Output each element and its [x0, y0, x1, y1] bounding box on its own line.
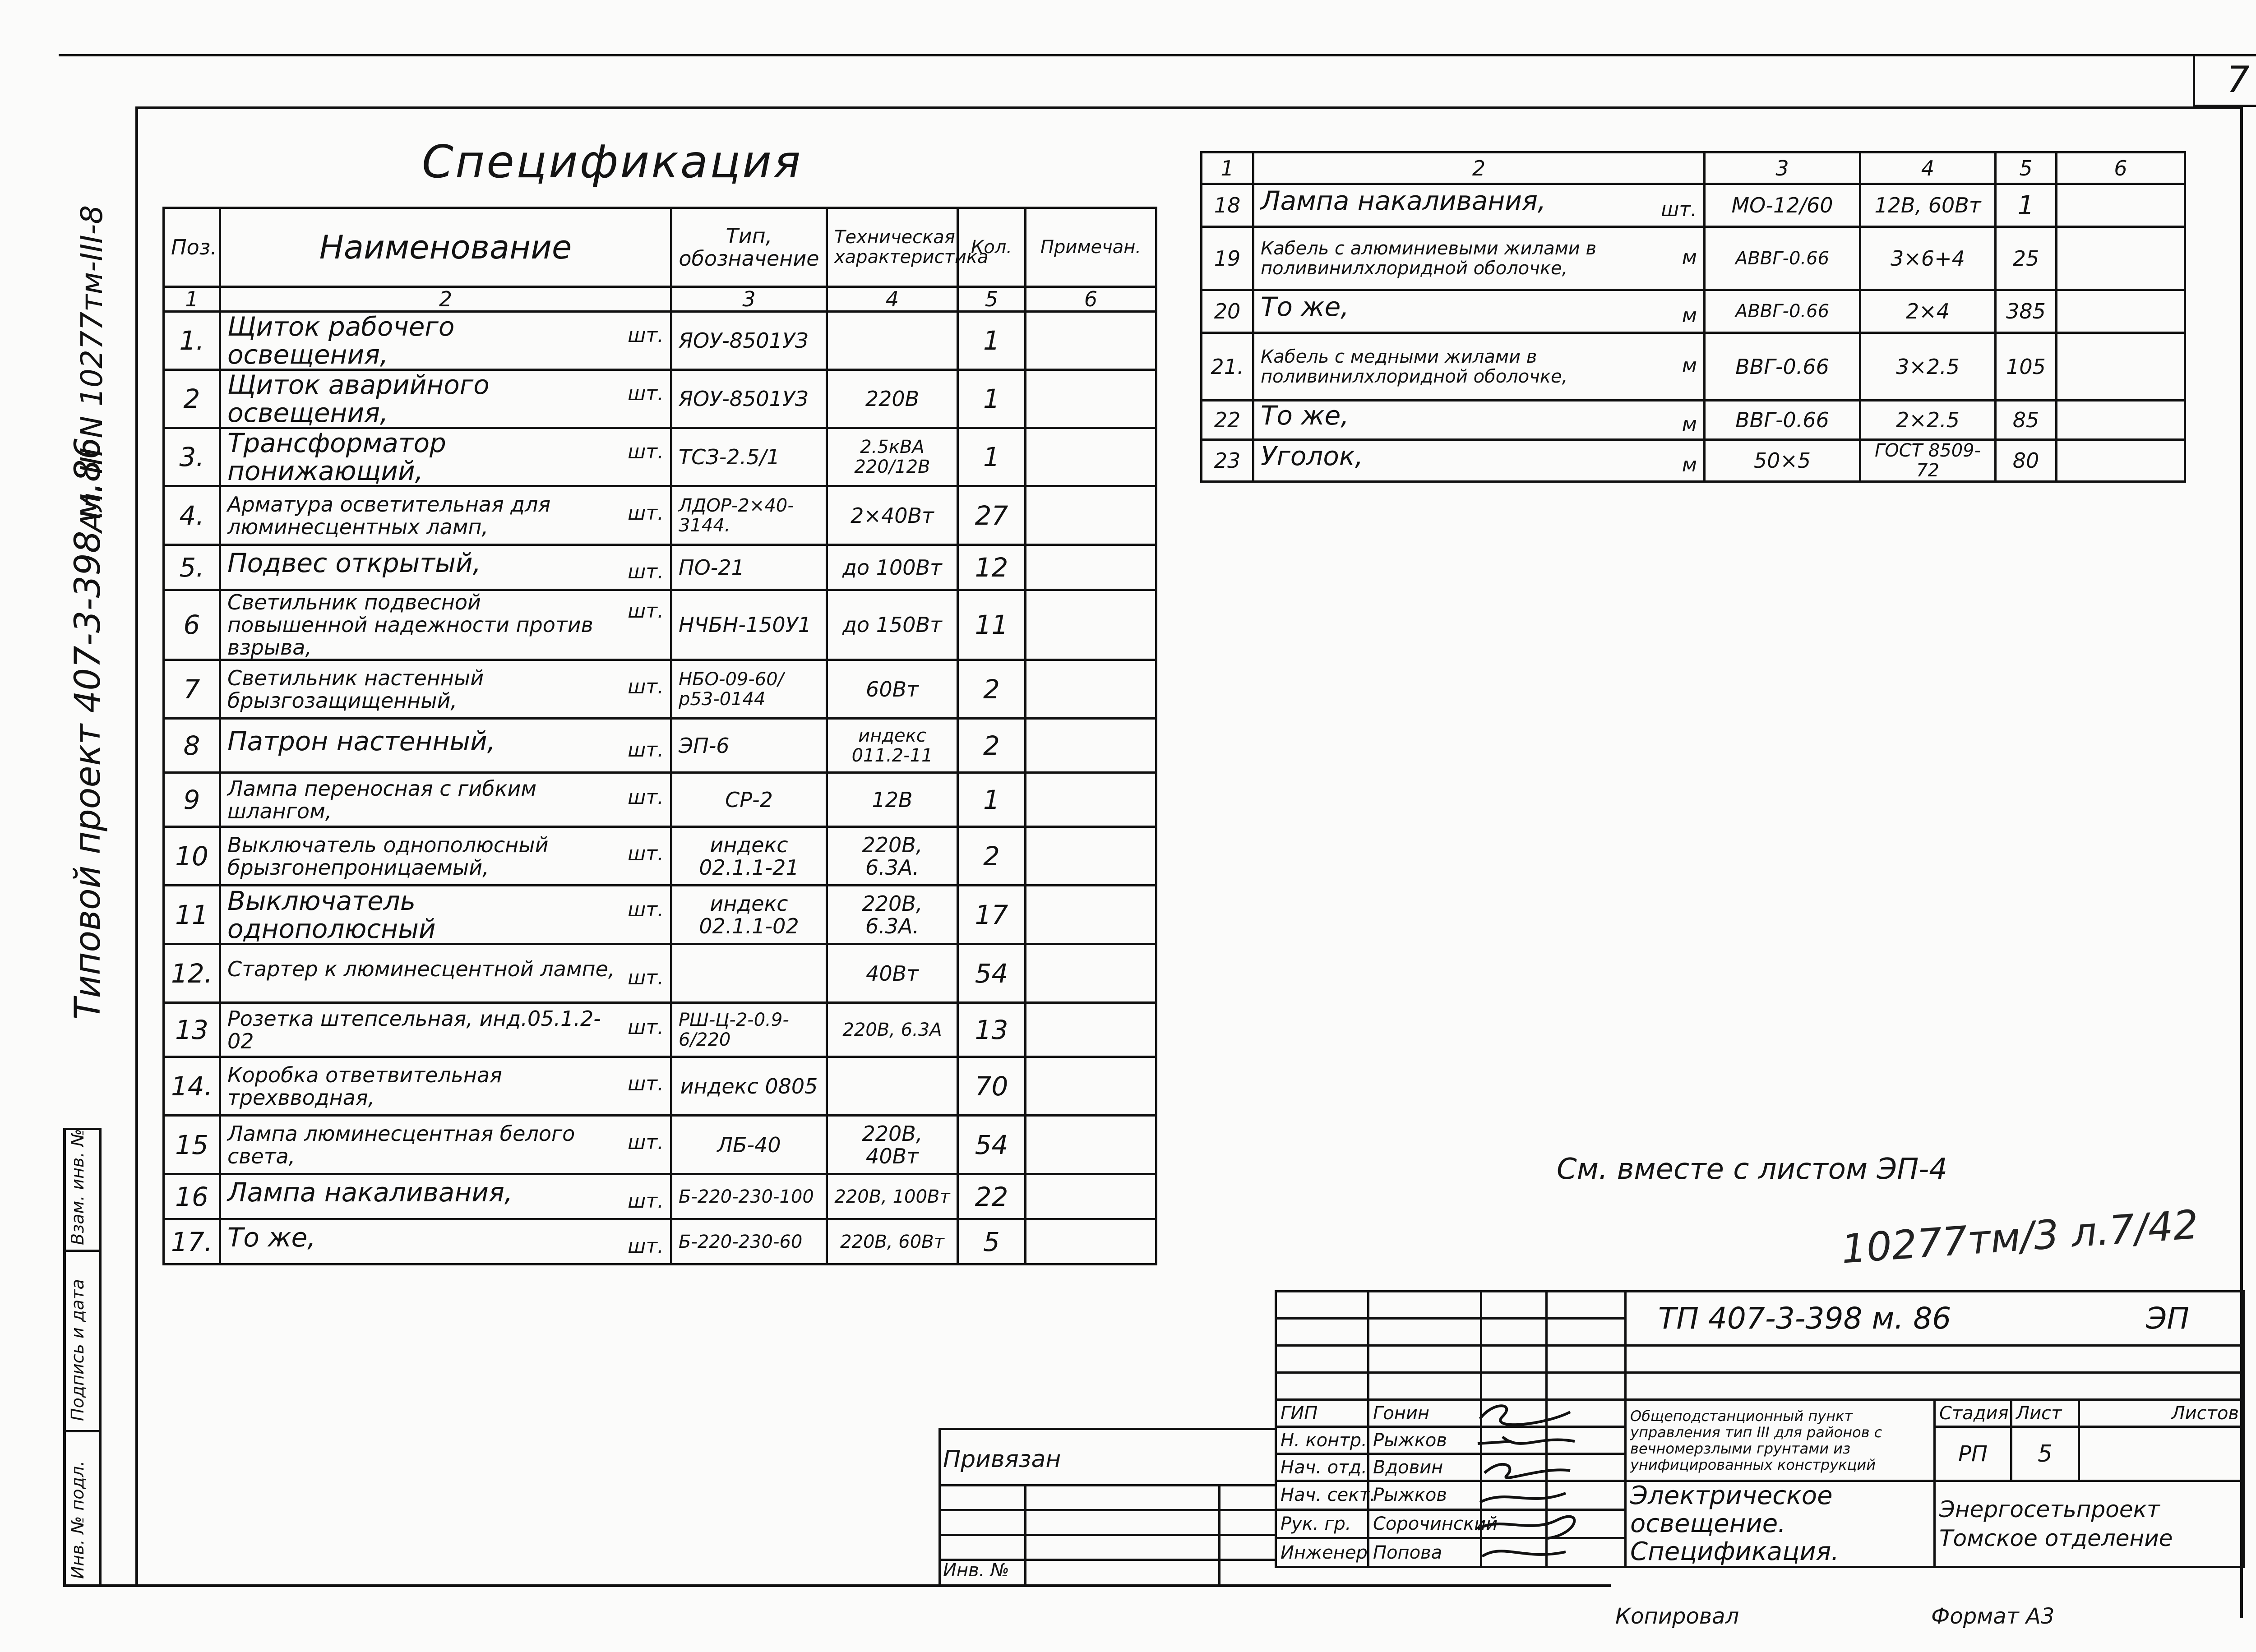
cell-name: шт. То же, [220, 1219, 671, 1264]
cell-unit: шт. [628, 842, 664, 865]
table-row [164, 545, 1156, 590]
cell-qty: 85 [1996, 401, 2057, 440]
cell-pos: 5. [164, 545, 220, 590]
cell-qty: 1 [958, 428, 1026, 486]
cell-type: ВВГ-0.66 [1705, 401, 1860, 440]
signature-name: Попова [1368, 1538, 1481, 1567]
project-vertical: Типовой проект 407-3-398 м.86 [68, 437, 108, 1020]
spec-title: Спецификация [422, 135, 803, 188]
table-row [164, 944, 1156, 1003]
cell-note [1026, 1057, 1156, 1116]
cell-note [1026, 486, 1156, 545]
col-number: 6 [2057, 152, 2185, 184]
cell-pos: 7 [164, 660, 220, 719]
header-row [164, 208, 1156, 287]
cell-type: ЛБ-40 [671, 1116, 827, 1174]
see-also-note: См. вместе с листом ЭП-4 [1557, 1153, 1948, 1186]
stage-value: РП [1935, 1427, 2011, 1481]
cell-qty: 11 [958, 590, 1026, 660]
sheet-value: 5 [2011, 1427, 2079, 1481]
table-row [164, 660, 1156, 719]
cell-qty: 2 [958, 827, 1026, 886]
signature-name: Рыжков [1368, 1427, 1481, 1454]
cell-spec: 12В, 60Вт [1860, 184, 1996, 227]
cell-spec: до 150Вт [827, 590, 958, 660]
cell-spec: 220В, 60Вт [827, 1219, 958, 1264]
spec-table-left [162, 207, 1157, 1265]
cell-note [1026, 1174, 1156, 1219]
cell-unit: шт. [628, 1072, 664, 1095]
inv-label: Инв. № [943, 1560, 1009, 1581]
table-row [164, 719, 1156, 773]
cell-spec: 40Вт [827, 944, 958, 1003]
cell-qty: 1 [958, 370, 1026, 428]
col-number: 6 [1026, 287, 1156, 312]
cell-unit: шт. [628, 501, 664, 525]
frame-top [135, 106, 2242, 109]
cell-pos: 19 [1202, 227, 1253, 290]
sheet-number-box-left [2193, 54, 2195, 106]
cell-name: м То же, [1253, 401, 1705, 440]
cell-spec: ГОСТ 8509-72 [1860, 440, 1996, 482]
cell-unit: м [1682, 413, 1697, 436]
cell-name: м Уголок, [1253, 440, 1705, 482]
cell-spec: индекс 011.2-11 [827, 719, 958, 773]
cell-unit: шт. [628, 966, 664, 989]
cell-type: индекс 02.1.1-21 [671, 827, 827, 886]
cell-qty: 1 [958, 773, 1026, 827]
cell-type [671, 944, 827, 1003]
table-row [164, 827, 1156, 886]
sheet-label: Лист [2011, 1400, 2079, 1427]
cell-pos: 11 [164, 886, 220, 944]
table-row [164, 1219, 1156, 1264]
cell-spec: 2×2.5 [1860, 401, 1996, 440]
cell-unit: м [1682, 354, 1697, 377]
header-spec: Техническая характеристика [827, 208, 958, 287]
cell-type: РШ-Ц-2-0.9-6/220 [671, 1003, 827, 1057]
signature-role: Нач. отд. [1276, 1454, 1368, 1481]
cell-note [1026, 545, 1156, 590]
cell-name: шт. Выключатель однополюсный [220, 886, 671, 944]
signature-role: Рук. гр. [1276, 1509, 1368, 1538]
cell-pos: 20 [1202, 290, 1253, 333]
cell-unit: шт. [628, 898, 664, 921]
cell-spec [827, 312, 958, 370]
cell-pos: 14. [164, 1057, 220, 1116]
table-row [164, 886, 1156, 944]
table-row [1202, 290, 2185, 333]
cell-name: шт. Щиток рабочего освещения, [220, 312, 671, 370]
cell-name: шт. Трансформатор понижающий, [220, 428, 671, 486]
cell-note [2057, 184, 2185, 227]
handwritten-reference: 10277тм/3 л.7/42 [1840, 1201, 2200, 1273]
cell-pos: 18 [1202, 184, 1253, 227]
col-number: 5 [958, 287, 1026, 312]
cell-pos: 12. [164, 944, 220, 1003]
cell-note [1026, 944, 1156, 1003]
cell-name: м То же, [1253, 290, 1705, 333]
table-row [164, 370, 1156, 428]
cell-pos: 2 [164, 370, 220, 428]
cell-spec: 2.5кВА 220/12В [827, 428, 958, 486]
cell-note [1026, 1219, 1156, 1264]
cell-unit: шт. [628, 560, 664, 583]
header-type: Тип, обозначение [671, 208, 827, 287]
table-row [164, 1174, 1156, 1219]
stage-label: Стадия [1935, 1400, 2011, 1427]
cell-note [2057, 440, 2185, 482]
cell-name: шт. Арматура осветительная для люминесцентных ламп, [220, 486, 671, 545]
cell-qty: 22 [958, 1174, 1026, 1219]
cell-type: Б-220-230-60 [671, 1219, 827, 1264]
cell-name: шт. Розетка штепсельная, инд.05.1.2-02 [220, 1003, 671, 1057]
cell-unit: шт. [628, 1234, 664, 1258]
cell-qty: 13 [958, 1003, 1026, 1057]
object-name: Общеподстанционный пункт управления тип III для районов с вечномерзлыми грунтами из унифицированных конструкций [1626, 1400, 1935, 1481]
cell-pos: 6 [164, 590, 220, 660]
cell-type: ЯОУ-8501УЗ [671, 370, 827, 428]
cell-note [1026, 1003, 1156, 1057]
cell-note [1026, 590, 1156, 660]
cell-spec [827, 1057, 958, 1116]
cell-name: шт. Лампа люминесцентная белого света, [220, 1116, 671, 1174]
cell-note [1026, 312, 1156, 370]
cell-spec: 220В, 100Вт [827, 1174, 958, 1219]
cell-pos: 9 [164, 773, 220, 827]
album-vertical: Ал. III N 10277тм-III-8 [74, 205, 109, 532]
cell-note [2057, 227, 2185, 290]
cell-qty: 1 [958, 312, 1026, 370]
sheet-number: 7 [2227, 59, 2250, 101]
cell-name: шт. Подвес открытый, [220, 545, 671, 590]
privyazan-label: Привязан [943, 1446, 1061, 1473]
cell-pos: 22 [1202, 401, 1253, 440]
organization: Энергосетьпроект Томское отделение [1935, 1481, 2244, 1567]
signature-name: Вдовин [1368, 1454, 1481, 1481]
cell-spec: 3×6+4 [1860, 227, 1996, 290]
cell-qty: 80 [1996, 440, 2057, 482]
frame-bottom [63, 1584, 1611, 1587]
cell-unit: шт. [628, 1015, 664, 1039]
cell-type: 50×5 [1705, 440, 1860, 482]
table-row [164, 486, 1156, 545]
cell-unit: шт. [628, 785, 664, 809]
cell-qty: 27 [958, 486, 1026, 545]
drawing-code: ТП 407-3-398 м. 86 [1658, 1301, 1951, 1336]
table-row [1202, 333, 2185, 401]
cell-name: шт. Лампа накаливания, [1253, 184, 1705, 227]
signature-role: Нач. сект. [1276, 1481, 1368, 1510]
cell-unit: шт. [628, 440, 664, 463]
signature-name: Рыжков [1368, 1481, 1481, 1510]
cell-name: м Кабель с медными жилами в поливинилхлоридной оболочке, [1253, 333, 1705, 401]
cell-type: АВВГ-0.66 [1705, 227, 1860, 290]
stamp-inv-podl: Инв. № подл. [68, 1460, 88, 1579]
col-number: 3 [671, 287, 827, 312]
cell-type: ВВГ-0.66 [1705, 333, 1860, 401]
cell-type: НЧБН-150У1 [671, 590, 827, 660]
cell-spec: 3×2.5 [1860, 333, 1996, 401]
drawing-mark: ЭП [2146, 1301, 2189, 1336]
cell-name: м Кабель с алюминиевыми жилами в поливинилхлоридной оболочке, [1253, 227, 1705, 290]
cell-unit: шт. [628, 324, 664, 347]
cell-spec: 60Вт [827, 660, 958, 719]
table-row [164, 428, 1156, 486]
cell-name: шт. Стартер к люминесцентной лампе, [220, 944, 671, 1003]
cell-pos: 4. [164, 486, 220, 545]
table-row [1202, 440, 2185, 482]
table-row [1202, 227, 2185, 290]
cell-note [2057, 401, 2185, 440]
cell-qty: 2 [958, 660, 1026, 719]
cell-type: ЯОУ-8501УЗ [671, 312, 827, 370]
cell-spec: 2×40Вт [827, 486, 958, 545]
cell-spec: до 100Вт [827, 545, 958, 590]
cell-pos: 15 [164, 1116, 220, 1174]
cell-name: шт. Светильник настенный брызгозащищенный, [220, 660, 671, 719]
sheets-label: Листов [2079, 1400, 2244, 1427]
col-number: 3 [1705, 152, 1860, 184]
cell-name: шт. Лампа накаливания, [220, 1174, 671, 1219]
cell-pos: 16 [164, 1174, 220, 1219]
cell-pos: 1. [164, 312, 220, 370]
cell-pos: 8 [164, 719, 220, 773]
cell-note [1026, 827, 1156, 886]
header-pos: Поз. [164, 208, 220, 287]
cell-name: шт. Щиток аварийного освещения, [220, 370, 671, 428]
table-row [164, 1003, 1156, 1057]
col-number: 4 [1860, 152, 1996, 184]
signature-role: Н. контр. [1276, 1427, 1368, 1454]
table-row [164, 312, 1156, 370]
cell-unit: м [1682, 453, 1697, 476]
cell-note [1026, 719, 1156, 773]
header-name: Наименование [220, 208, 671, 287]
cell-spec: 220В, 40Вт [827, 1116, 958, 1174]
cell-qty: 54 [958, 944, 1026, 1003]
stamp-vzam: Взам. инв. № [68, 1128, 88, 1245]
cell-unit: м [1682, 245, 1697, 269]
col-number: 2 [220, 287, 671, 312]
cell-type: ТСЗ-2.5/1 [671, 428, 827, 486]
cell-pos: 21. [1202, 333, 1253, 401]
cell-qty: 385 [1996, 290, 2057, 333]
col-number: 1 [164, 287, 220, 312]
cell-type: МО-12/60 [1705, 184, 1860, 227]
cell-unit: шт. [628, 1131, 664, 1154]
header-qty: Кол. [958, 208, 1026, 287]
cell-pos: 3. [164, 428, 220, 486]
cell-name: шт. Коробка ответвительная трехвводная, [220, 1057, 671, 1116]
cell-pos: 10 [164, 827, 220, 886]
cell-spec: 220В, 6.3А [827, 1003, 958, 1057]
cell-spec: 12В [827, 773, 958, 827]
cell-spec: 2×4 [1860, 290, 1996, 333]
table-row [164, 1116, 1156, 1174]
table-row [164, 1057, 1156, 1116]
col-number-row [164, 287, 1156, 312]
signature-row [1276, 1481, 2244, 1510]
cell-qty: 5 [958, 1219, 1026, 1264]
col-number: 5 [1996, 152, 2057, 184]
cell-unit: шт. [628, 600, 664, 623]
cell-qty: 25 [1996, 227, 2057, 290]
cell-name: шт. Лампа переносная с гибким шлангом, [220, 773, 671, 827]
cell-note [2057, 290, 2185, 333]
cell-note [1026, 370, 1156, 428]
cell-name: шт. Светильник подвесной повышенной надежности против взрыва, [220, 590, 671, 660]
cell-name: шт. Выключатель однополюсный брызгонепроницаемый, [220, 827, 671, 886]
cell-type: СР-2 [671, 773, 827, 827]
sheet-title: Электрическое освещение. Спецификация. [1626, 1481, 1935, 1567]
cell-pos: 23 [1202, 440, 1253, 482]
cell-spec: 220В, 6.3А. [827, 827, 958, 886]
table-row [1202, 184, 2185, 227]
col-number: 2 [1253, 152, 1705, 184]
cell-qty: 70 [958, 1057, 1026, 1116]
col-number: 1 [1202, 152, 1253, 184]
cell-type: АВВГ-0.66 [1705, 290, 1860, 333]
cell-note [1026, 886, 1156, 944]
signature-row [1276, 1400, 2244, 1427]
cell-note [1026, 660, 1156, 719]
signature-role: ГИП [1276, 1400, 1368, 1427]
cell-type: Б-220-230-100 [671, 1174, 827, 1219]
cell-qty: 17 [958, 886, 1026, 944]
cell-name: шт. Патрон настенный, [220, 719, 671, 773]
cell-qty: 105 [1996, 333, 2057, 401]
cell-type: ЭП-6 [671, 719, 827, 773]
frame-left [135, 106, 138, 1586]
table-row [1202, 401, 2185, 440]
cell-pos: 13 [164, 1003, 220, 1057]
cell-qty: 54 [958, 1116, 1026, 1174]
title-block [1275, 1290, 2245, 1568]
cell-note [1026, 428, 1156, 486]
handwritten-signatures [1475, 1398, 1579, 1588]
cell-spec: 220В [827, 370, 958, 428]
spec-table-right [1200, 151, 2186, 483]
format-label: Формат А3 [1931, 1604, 2055, 1629]
col-number: 4 [827, 287, 958, 312]
copied-label: Копировал [1615, 1604, 1739, 1629]
cell-unit: шт. [628, 675, 664, 698]
stamp-podpis: Подпись и дата [68, 1279, 88, 1421]
col-number-row [1202, 152, 2185, 184]
signature-name: Гонин [1368, 1400, 1481, 1427]
top-rule [59, 54, 2256, 56]
cell-unit: м [1682, 304, 1697, 327]
signature-name: Сорочинский [1368, 1509, 1481, 1538]
cell-qty: 2 [958, 719, 1026, 773]
table-row [164, 590, 1156, 660]
header-note: Примечан. [1026, 208, 1156, 287]
signature-role: Инженер [1276, 1538, 1368, 1567]
cell-note [2057, 333, 2185, 401]
cell-qty: 1 [1996, 184, 2057, 227]
cell-note [1026, 1116, 1156, 1174]
cell-type: ЛДОР-2×40-3144. [671, 486, 827, 545]
cell-pos: 17. [164, 1219, 220, 1264]
cell-type: индекс 02.1.1-02 [671, 886, 827, 944]
cell-spec: 220В, 6.3А. [827, 886, 958, 944]
cell-type: ПО-21 [671, 545, 827, 590]
cell-unit: шт. [628, 1189, 664, 1213]
cell-type: НБО-09-60/р53-0144 [671, 660, 827, 719]
cell-qty: 12 [958, 545, 1026, 590]
cell-type: индекс 0805 [671, 1057, 827, 1116]
table-row [164, 773, 1156, 827]
cell-note [1026, 773, 1156, 827]
cell-unit: шт. [1661, 198, 1697, 221]
cell-unit: шт. [628, 738, 664, 761]
cell-unit: шт. [628, 382, 664, 405]
